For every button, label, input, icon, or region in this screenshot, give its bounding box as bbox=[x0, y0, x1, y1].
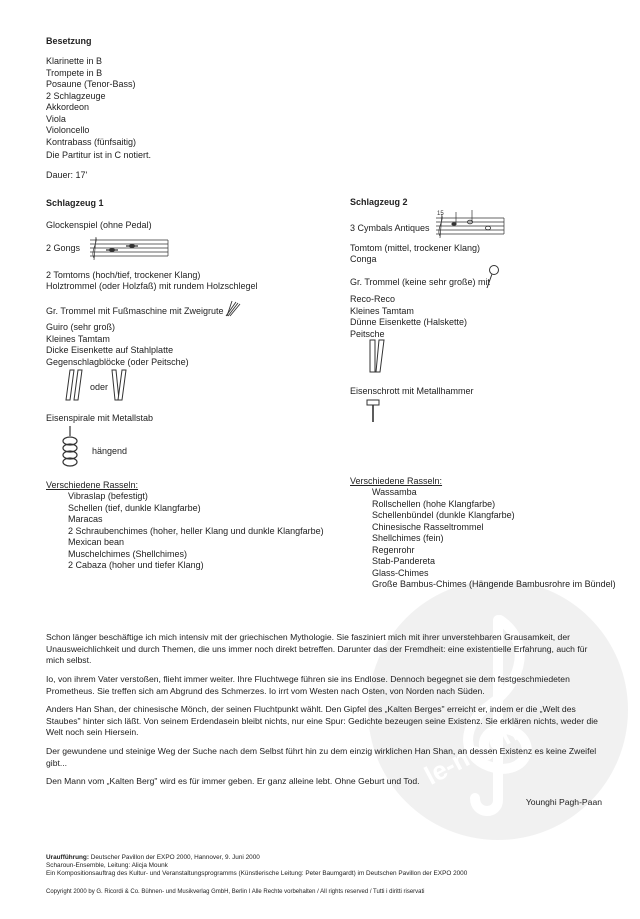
gr-trommel-1: Gr. Trommel mit Fußmaschine mit Zweigrute bbox=[46, 306, 224, 316]
paragraph: Io, von ihrem Vater verstoßen, flieht immer weiter. Ihre Fluchtwege führen sie ins Endlose. Dennoch begegnet sie dem festgeschmiedeten Prometheus. Sie treffen sich am Abgrund des Schmerzes. Io irrt vom Westen nach Osten, von Norden nach Süden. bbox=[46, 674, 570, 696]
eisenspirale-icon bbox=[60, 426, 84, 470]
instrument-item: Kontrabass (fünfsaitig) bbox=[46, 136, 137, 147]
besetzung-list bbox=[46, 56, 136, 148]
instrument-item: Dicke Eisenkette auf Stahlplatte bbox=[46, 345, 174, 355]
zweigrute-icon bbox=[222, 300, 242, 318]
gongs-notation-icon bbox=[88, 234, 170, 264]
peitsche-icon bbox=[108, 368, 134, 402]
schlagzeug1-title: Schlagzeug 1 bbox=[46, 198, 104, 208]
metallhammer-icon bbox=[364, 398, 382, 424]
author: Younghi Pagh-Paan bbox=[525, 797, 602, 807]
instrument-item: Peitsche bbox=[350, 328, 385, 339]
instrument-item: Gegenschlagblöcke (oder Peitsche) bbox=[46, 356, 189, 367]
rassel-item: Vibraslap (befestigt) bbox=[68, 491, 148, 501]
instrument-item: Violoncello bbox=[46, 125, 90, 135]
peitsche-2-icon bbox=[366, 338, 390, 374]
kompositionsauftrag: Ein Kompositionsauftrag des Kultur- und Veranstaltungsprogramms (Künstlerische Leitung: Peter Baumgardt) im Deutschen Pavillon der EXPO 2000 bbox=[46, 870, 468, 877]
rassel-item: Maracas bbox=[68, 514, 103, 524]
instrument-item: Dünne Eisenkette (Halskette) bbox=[350, 317, 468, 327]
urauffuehrung-details: Deutscher Pavillon der EXPO 2000, Hannover, 9. Juni 2000 bbox=[88, 854, 260, 861]
dauer: Dauer: 17' bbox=[46, 170, 88, 180]
eisenspirale: Eisenspirale mit Metallstab bbox=[46, 413, 154, 423]
rassel-item: 2 Schraubenchimes (hoher, heller Klang und dunkle Klangfarbe) bbox=[68, 525, 324, 536]
oder: oder bbox=[90, 382, 109, 392]
instrument-item: Guiro (sehr groß) bbox=[46, 322, 116, 332]
besetzung-title: Besetzung bbox=[46, 36, 92, 46]
copyright: Copyright 2000 by G. Ricordi & Co. Bühnen- und Musikverlag GmbH, Berlin I Alle Rechte vorbehalten / All rights reserved / Tutti i diritti riservati bbox=[46, 889, 425, 895]
partitur-note: Die Partitur ist in C notiert. bbox=[46, 150, 152, 160]
rassel-item: Shellchimes (fein) bbox=[372, 533, 444, 543]
rassel-item: Rollschellen (hohe Klangfarbe) bbox=[372, 498, 496, 509]
instrument-item: Reco-Reco bbox=[350, 294, 396, 304]
rasseln2-title: Verschiedene Rasseln: bbox=[350, 476, 443, 486]
instrument-item: Kleines Tamtam bbox=[350, 305, 414, 316]
rassel-item: Große Bambus-Chimes (Hängende Bambusrohre im Bündel) bbox=[372, 579, 616, 589]
instrument-item: Viola bbox=[46, 113, 66, 124]
haengend: hängend bbox=[92, 446, 128, 456]
gr-trommel-2: Gr. Trommel (keine sehr große) mit bbox=[350, 277, 491, 287]
watermark-text: le-noten. bbox=[419, 713, 530, 791]
rassel-item: 2 Cabaza (hoher und tiefer Klang) bbox=[68, 560, 204, 570]
rassel-item: Stab-Pandereta bbox=[372, 556, 436, 566]
rasseln1-list bbox=[68, 491, 324, 572]
instrument-item: Kleines Tamtam bbox=[46, 333, 110, 344]
holztrommel: Holztrommel (oder Holzfaß) mit rundem Holzschlegel bbox=[46, 281, 258, 291]
urauffuehrung bbox=[46, 854, 260, 862]
rassel-item: Mexican bean bbox=[68, 537, 125, 547]
instrument-item: Akkordeon bbox=[46, 102, 90, 112]
ensemble: Scharoun-Ensemble, Leitung: Alicja Mounk bbox=[46, 862, 168, 869]
paragraph: Schon länger beschäftige ich mich intensiv mit der griechischen Mythologie. Sie fasziniert mich mit ihrer unverstehbaren Grausamkeit, der Unausweichlichkeit und durch Themen, die uns immer noch direkt betreffen. Darunter das der Fremdheit: eine existentielle Erfahrung, auch für mich selbst. bbox=[46, 632, 588, 665]
rasseln1-title: Verschiedene Rasseln: bbox=[46, 480, 139, 490]
rassel-item: Glass-Chimes bbox=[372, 567, 429, 578]
rassel-item: Muschelchimes (Shellchimes) bbox=[68, 548, 188, 559]
tomtoms: 2 Tomtoms (hoch/tief, trockener Klang) bbox=[46, 270, 201, 280]
paragraph: Anders Han Shan, der chinesische Mönch, der seinen Fluchtpunkt wählt. Den Gipfel des „Kalten Berges" erreicht er, indem er die „Welt des Staubes" hinter sich läßt. Von seinem Erdendasein bleibt nichts, nur eine Spur: Gedichte bezeugen seine Existenz. Sie erklären nichts, weder die Welt noch sein Hiersein. bbox=[46, 704, 598, 737]
instrument-item: 2 Schlagzeuge bbox=[46, 90, 106, 101]
instrument-item: Trompete in B bbox=[46, 67, 103, 78]
rasseln2-list bbox=[372, 487, 616, 591]
rassel-item: Wassamba bbox=[372, 487, 417, 497]
rassel-item: Schellenbündel (dunkle Klangfarbe) bbox=[372, 510, 515, 520]
glockenspiel: Glockenspiel (ohne Pedal) bbox=[46, 220, 152, 230]
schlagzeug2-title: Schlagzeug 2 bbox=[350, 197, 408, 207]
instrument-item: Klarinette in B bbox=[46, 56, 103, 66]
gegenschlagbloecke-icon bbox=[64, 368, 86, 402]
schlagzeug1-list2 bbox=[46, 322, 189, 368]
rassel-item: Schellen (tief, dunkle Klangfarbe) bbox=[68, 502, 201, 513]
cymbals-notation-icon bbox=[434, 210, 506, 240]
mallet-icon bbox=[484, 264, 500, 290]
instrument-item: Posaune (Tenor-Bass) bbox=[46, 79, 136, 89]
cymbals: 3 Cymbals Antiques bbox=[350, 223, 430, 233]
paragraph: Den Mann vom „Kalten Berg" wird es für immer geben. Er ganz alleine lebt. Ohne Geburt und Tod. bbox=[46, 776, 420, 786]
schlagzeug2-list2 bbox=[350, 294, 467, 340]
paragraph: Der gewundene und steinige Weg der Suche nach dem Selbst führt hin zu dem einzig wirklichen Han Shan, an dessen Existenz es keine Zweifel gibt... bbox=[46, 746, 597, 768]
urauffuehrung-label: Uraufführung: bbox=[46, 854, 89, 861]
gongs: 2 Gongs bbox=[46, 243, 81, 253]
conga: Conga bbox=[350, 254, 377, 264]
eisenschrott: Eisenschrott mit Metallhammer bbox=[350, 386, 474, 396]
tomtom-mittel: Tomtom (mittel, trockener Klang) bbox=[350, 243, 481, 253]
rassel-item: Regenrohr bbox=[372, 544, 415, 555]
svg-text:15: 15 bbox=[437, 211, 444, 217]
rassel-item: Chinesische Rasseltrommel bbox=[372, 521, 484, 532]
